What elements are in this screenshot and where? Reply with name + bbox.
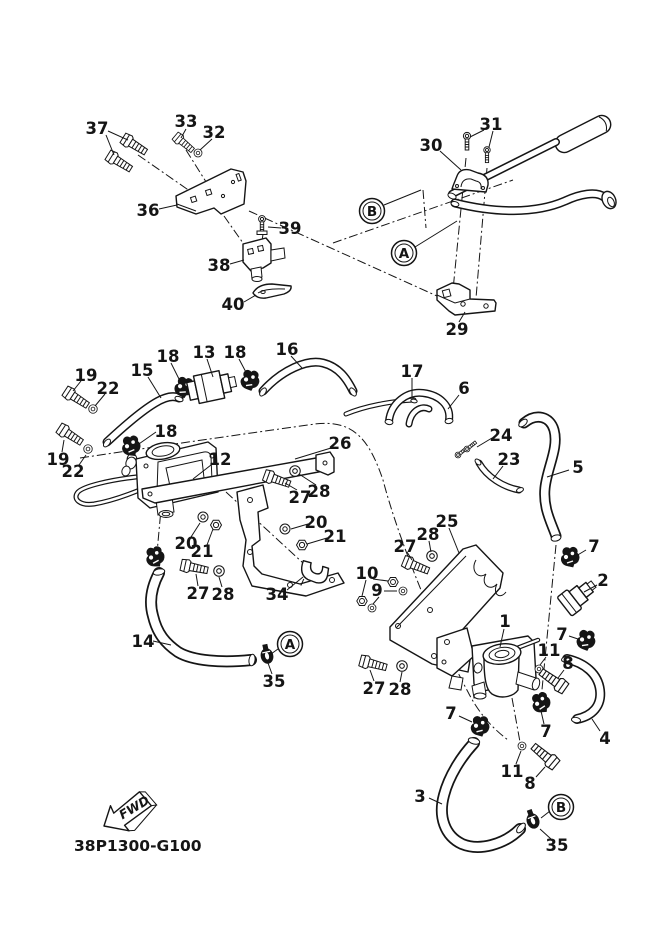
washer-28b [214, 566, 225, 577]
svg-text:B: B [366, 204, 378, 220]
part-callout-25: 25 [435, 512, 459, 531]
part-callout-11: 11 [500, 762, 524, 781]
bolt-19b [55, 422, 85, 448]
part-callout-36: 36 [136, 201, 160, 220]
part-callout-19: 19 [46, 450, 70, 469]
washer-9a [399, 587, 407, 595]
part-callout-8: 8 [524, 774, 536, 793]
hose-16 [258, 362, 358, 397]
part-callout-20: 20 [174, 534, 198, 553]
part-callout-4: 4 [599, 729, 611, 748]
ref-marker-A [278, 632, 303, 657]
part-callout-7: 7 [556, 625, 568, 644]
part-callout-31: 31 [479, 115, 503, 134]
bolt-19a [61, 385, 91, 411]
washer-11b [518, 742, 526, 750]
part-30-clamp [452, 170, 488, 192]
bolt-8b [529, 741, 561, 771]
part-callout-22: 22 [96, 379, 120, 398]
frame-tube [447, 112, 619, 211]
hose-14 [151, 568, 256, 666]
group-bracket-36 [104, 131, 291, 298]
part-callout-21: 21 [323, 527, 347, 546]
part-callout-28: 28 [211, 585, 235, 604]
hose-3 [442, 737, 527, 847]
washer-20a [280, 524, 290, 534]
clip-7c [470, 716, 490, 737]
bolt-27d [401, 555, 431, 577]
hose-17 [346, 399, 417, 414]
part-callout-18: 18 [156, 347, 180, 366]
part-callout-10: 10 [355, 564, 379, 583]
part-callout-15: 15 [130, 361, 154, 380]
part-callout-24: 24 [489, 426, 513, 445]
part-callout-22: 22 [61, 462, 85, 481]
bolt-37a [119, 132, 149, 157]
callout-layer [47, 112, 611, 855]
part-callout-28: 28 [416, 525, 440, 544]
ref-marker-B [360, 199, 385, 224]
part-callout-27: 27 [362, 679, 386, 698]
hose-6 [385, 393, 454, 425]
part-callout-6: 6 [458, 379, 470, 398]
screw-24b [463, 440, 478, 453]
part-callout-28: 28 [307, 482, 331, 501]
fwd-arrow [97, 785, 162, 843]
part-callout-33: 33 [174, 112, 198, 131]
part-callout-7: 7 [445, 704, 457, 723]
part-callout-7: 7 [540, 722, 552, 741]
washer-28a [290, 466, 301, 477]
part-callout-16: 16 [275, 340, 299, 359]
fwd-label: FWD [116, 792, 152, 823]
part-40-stay [253, 284, 291, 298]
bolt-27b [180, 558, 209, 576]
clip-7b [561, 547, 579, 567]
part-callout-17: 17 [400, 362, 424, 381]
part-callout-40: 40 [221, 295, 245, 314]
nut-32 [194, 149, 202, 157]
bolt-37b [104, 149, 134, 174]
part-callout-13: 13 [192, 343, 216, 362]
part-callout-27: 27 [288, 488, 312, 507]
clip-7a [576, 629, 597, 652]
part-callout-27: 27 [186, 584, 210, 603]
part-callout-37: 37 [85, 119, 109, 138]
bolt-27e [359, 654, 388, 674]
part-callout-27: 27 [393, 537, 417, 556]
part-callout-3: 3 [414, 787, 426, 806]
part-callout-39: 39 [278, 219, 302, 238]
clamp-35a [259, 644, 275, 665]
hose-5 [517, 417, 561, 542]
part-callout-28: 28 [388, 680, 412, 699]
nut-21a [297, 540, 308, 550]
washer-22b [84, 445, 93, 454]
part-callout-14: 14 [131, 632, 155, 651]
washer-9b [368, 604, 376, 612]
part-callout-21: 21 [190, 542, 214, 561]
part-callout-32: 32 [202, 123, 226, 142]
ref-marker-A [392, 241, 417, 266]
screw-31a [463, 132, 470, 150]
bolt-33 [172, 131, 197, 154]
group-frame-bracket [437, 112, 619, 315]
washer-28d [427, 551, 438, 562]
svg-text:B: B [555, 800, 567, 816]
svg-text:A: A [284, 637, 296, 653]
part-callout-30: 30 [419, 136, 443, 155]
screw-31b [484, 147, 490, 163]
part-callout-5: 5 [572, 458, 584, 477]
part-callout-9: 9 [371, 581, 383, 600]
nut-10a [388, 577, 398, 586]
washer-28e [397, 661, 408, 672]
clip-18d [145, 546, 166, 569]
part-callout-35: 35 [545, 836, 569, 855]
clip-18b [240, 369, 261, 392]
part-callout-12: 12 [208, 450, 232, 469]
nut-21b [211, 520, 222, 530]
washer-20b [198, 512, 208, 522]
clamp-35b [523, 808, 541, 830]
diagram-code: 38P1300-G100 [74, 837, 202, 855]
part-callout-11: 11 [537, 641, 561, 660]
part-callout-26: 26 [328, 434, 352, 453]
part-callout-38: 38 [207, 256, 231, 275]
part-callout-18: 18 [154, 422, 178, 441]
part-39-bolt [257, 216, 267, 235]
part-36-bracket-plate [176, 169, 246, 214]
part-38-bracket [243, 238, 285, 282]
group-valve-1 [346, 393, 601, 847]
washer-22a [89, 405, 98, 414]
part-callout-34: 34 [265, 585, 289, 604]
part-callout-19: 19 [74, 366, 98, 385]
part-1-valve [437, 628, 541, 699]
part-callout-23: 23 [497, 450, 521, 469]
part-callout-29: 29 [445, 320, 469, 339]
part-callout-1: 1 [499, 612, 511, 631]
nut-10b [357, 596, 367, 605]
part-callout-35: 35 [262, 672, 286, 691]
part-callout-8: 8 [562, 654, 574, 673]
part-29-bracket [437, 283, 496, 315]
ref-marker-B [549, 795, 574, 820]
part-2-filter [557, 575, 601, 617]
part-callout-2: 2 [597, 571, 609, 590]
svg-text:A: A [398, 246, 410, 262]
part-callout-18: 18 [223, 343, 247, 362]
part-callout-7: 7 [588, 537, 600, 556]
part-callout-20: 20 [304, 513, 328, 532]
